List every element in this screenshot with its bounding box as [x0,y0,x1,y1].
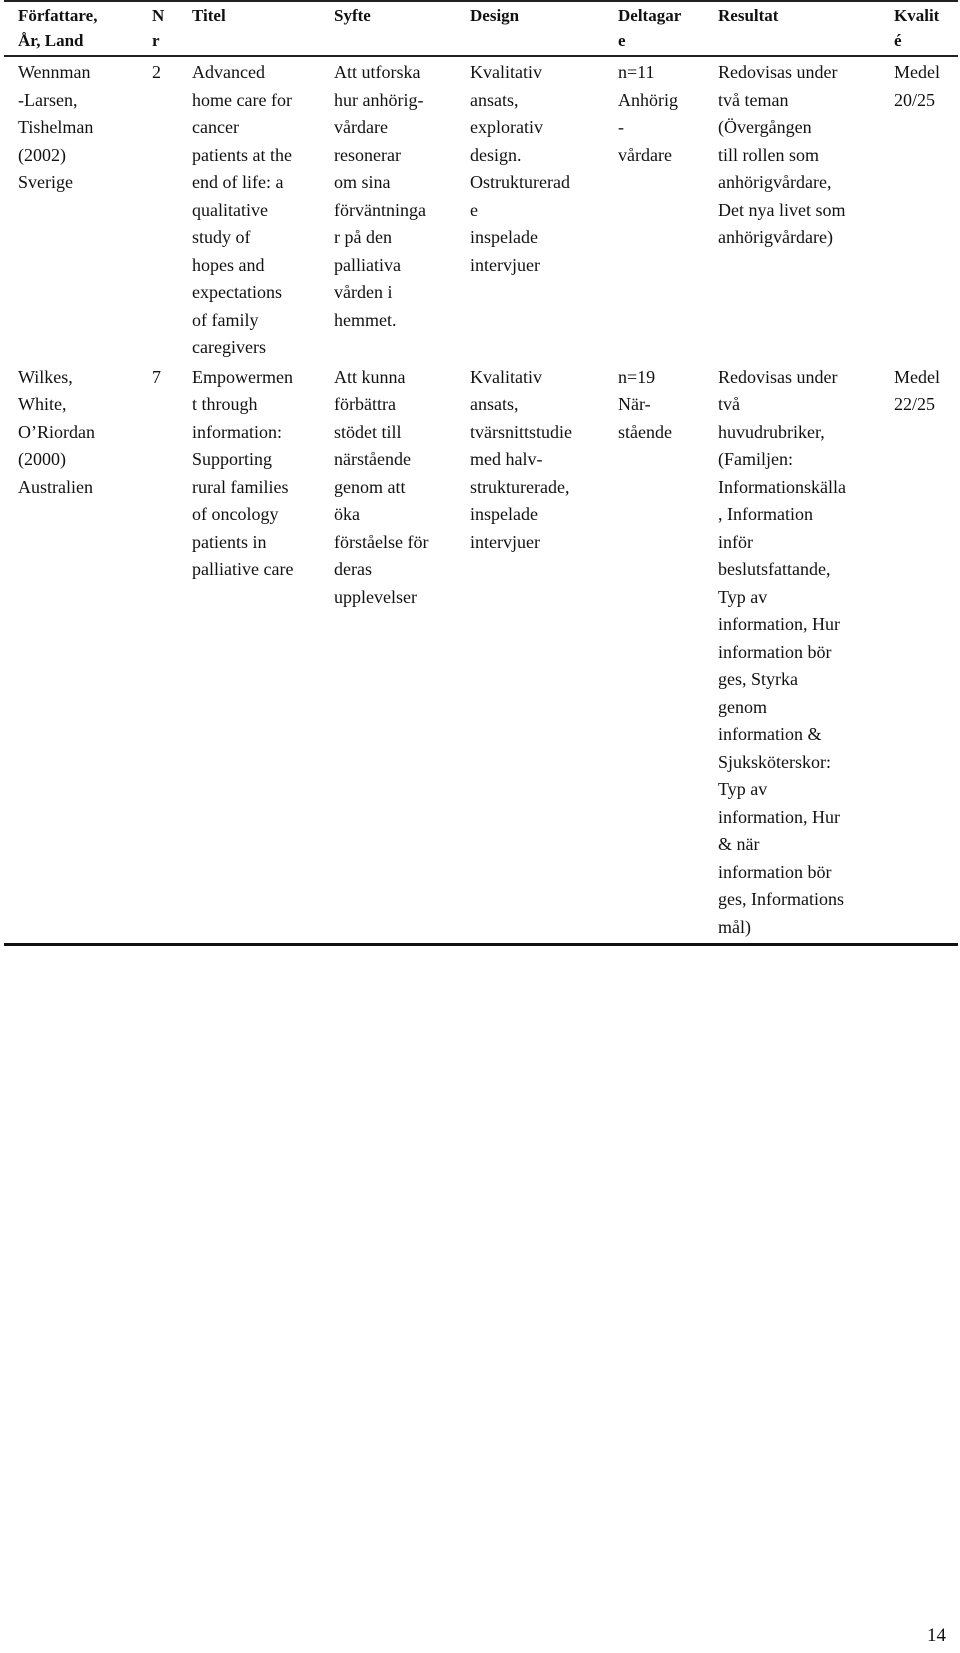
cell-line: vårdare [618,144,672,165]
cell-line: information bör [718,861,832,882]
cell-line: cancer [192,117,239,137]
cell-line: Empowermen [192,366,293,387]
cell-purpose [320,362,456,945]
table-row [4,362,958,945]
cell-results [704,56,880,362]
cell-results [704,362,880,945]
cell-line: intervjuer [470,254,540,275]
cell-line: Kvalitativ [470,366,542,387]
cell-line: närstående [334,449,411,469]
cell-line: intervjuer [470,531,540,552]
cell-line: Medel [894,62,940,82]
cell-line: information, Hur [718,614,840,634]
cell-participants [604,362,704,945]
cell-line: patients at the [192,144,292,165]
cell-line: ansats, [470,394,519,414]
cell-line: rural families [192,476,289,497]
cell-line: (2000) [18,449,66,469]
cell-line: qualitative [192,199,268,220]
cell-line: upplevelser [334,586,417,607]
cell-line: , Information [718,504,813,524]
cell-line: & när [718,834,760,854]
cell-line: information, Hur [718,806,840,827]
cell-line: två teman [718,89,789,110]
column-header-quality [880,1,958,56]
cell-line: explorativ [470,117,543,137]
cell-line: Typ av [718,779,768,799]
cell-number [138,56,178,362]
cell-line: Sjuksköterskor: [718,751,832,772]
cell-line: Sverige [18,172,73,192]
cell-line: mål) [718,916,751,937]
table-row [4,56,958,362]
cell-line: hur anhörig- [334,89,424,110]
cell-line: Typ av [718,586,768,607]
header-line: År, Land [18,30,84,50]
cell-line: of oncology [192,504,279,524]
cell-line: r på den [334,227,392,247]
cell-line: resonerar [334,144,401,165]
column-header-number [138,1,178,56]
cell-line: (Familjen: [718,449,793,469]
header-line: Resultat [718,6,779,25]
cell-line: design. [470,144,522,165]
cell-line: inspelade [470,227,538,247]
cell-line: Wilkes, [18,366,73,387]
cell-line: - [618,117,624,137]
cell-quality [880,56,958,362]
cell-line: palliative care [192,559,294,579]
header-line: é [894,30,902,50]
cell-line: Australien [18,476,93,497]
cell-line: ges, Styrka [718,669,798,689]
cell-line: med halv- [470,449,543,469]
cell-line: genom [718,696,767,717]
cell-line: expectations [192,282,282,302]
cell-line: information bör [718,641,832,662]
table-body [4,56,958,945]
cell-participants [604,56,704,362]
cell-author-year-country [4,56,138,362]
cell-line: När- [618,394,651,414]
cell-line: tvärsnittstudie [470,421,572,442]
cell-line: Medel [894,366,940,387]
column-header-title [178,1,320,56]
cell-design [456,56,604,362]
cell-line: Kvalitativ [470,62,542,82]
header-line: e [618,30,626,50]
cell-line: ansats, [470,89,519,110]
cell-line: hopes and [192,254,265,275]
column-header-design [456,1,604,56]
study-table [4,0,958,946]
cell-line: Supporting [192,449,273,469]
cell-line: stående [618,421,672,442]
cell-line: study of [192,227,251,247]
cell-author-year-country [4,362,138,945]
cell-line: Tishelman [18,117,94,137]
header-line: Författare, [18,6,98,25]
cell-line: huvudrubriker, [718,421,825,442]
cell-line: vården i [334,282,393,302]
header-line: Design [470,6,520,25]
cell-line: (2002) [18,144,66,165]
cell-line: vårdare [334,117,388,137]
cell-line: 22/25 [894,394,936,414]
cell-quality [880,362,958,945]
cell-line: hemmet. [334,309,397,330]
cell-line: caregivers [192,337,266,357]
cell-design [456,362,604,945]
cell-line: home care for [192,89,292,110]
cell-line: Advanced [192,62,265,82]
header-line: r [152,30,160,50]
header-line: Titel [192,6,226,25]
cell-line: Det nya livet som [718,199,846,220]
cell-title [178,56,320,362]
cell-line: Informationskälla [718,476,846,497]
cell-line: -Larsen, [18,89,78,110]
header-line: Kvalit [894,6,940,25]
cell-line: Redovisas under [718,366,838,387]
cell-line: stödet till [334,421,402,442]
cell-line: till rollen som [718,144,819,165]
cell-line: patients in [192,531,267,552]
cell-line: strukturerade, [470,476,570,497]
cell-line: e [470,199,478,220]
header-line: Deltagar [618,6,682,25]
cell-line: Anhörig [618,89,678,110]
cell-line: förståelse för [334,531,429,552]
cell-line: O’Riordan [18,421,95,442]
cell-line: inför [718,531,753,552]
column-header-purpose [320,1,456,56]
cell-line: anhörigvårdare, [718,172,832,192]
cell-line: Redovisas under [718,62,838,82]
cell-line: ges, Informations [718,889,844,909]
cell-line: deras [334,559,372,579]
cell-line: Ostrukturerad [470,172,570,192]
cell-number [138,362,178,945]
cell-line: palliativa [334,254,401,275]
cell-line: n=19 [618,366,656,387]
cell-line: genom att [334,476,406,497]
header-line: N [152,6,165,25]
column-header-participants [604,1,704,56]
column-header-results [704,1,880,56]
cell-line: 2 [152,62,161,82]
cell-purpose [320,56,456,362]
cell-line: Att kunna [334,366,406,387]
table-header-row [4,1,958,56]
cell-line: inspelade [470,504,538,524]
cell-line: end of life: a [192,172,284,192]
cell-line: t through [192,394,258,414]
cell-line: beslutsfattande, [718,559,831,579]
cell-line: of family [192,309,259,330]
cell-line: förbättra [334,394,396,414]
cell-line: information & [718,724,822,744]
cell-line: Wennman [18,62,91,82]
cell-line: (Övergången [718,117,812,137]
cell-line: information: [192,421,282,442]
cell-line: White, [18,394,67,414]
cell-line: n=11 [618,62,655,82]
column-header-author-year-country [4,1,138,56]
cell-line: 20/25 [894,89,936,110]
cell-line: förväntninga [334,199,426,220]
header-line: Syfte [334,6,371,25]
cell-line: anhörigvårdare) [718,227,833,247]
cell-line: öka [334,504,360,524]
cell-line: två [718,394,740,414]
cell-line: Att utforska [334,62,421,82]
cell-title [178,362,320,945]
page-number: 14 [927,1625,946,1646]
cell-line: 7 [152,366,161,387]
cell-line: om sina [334,172,391,192]
